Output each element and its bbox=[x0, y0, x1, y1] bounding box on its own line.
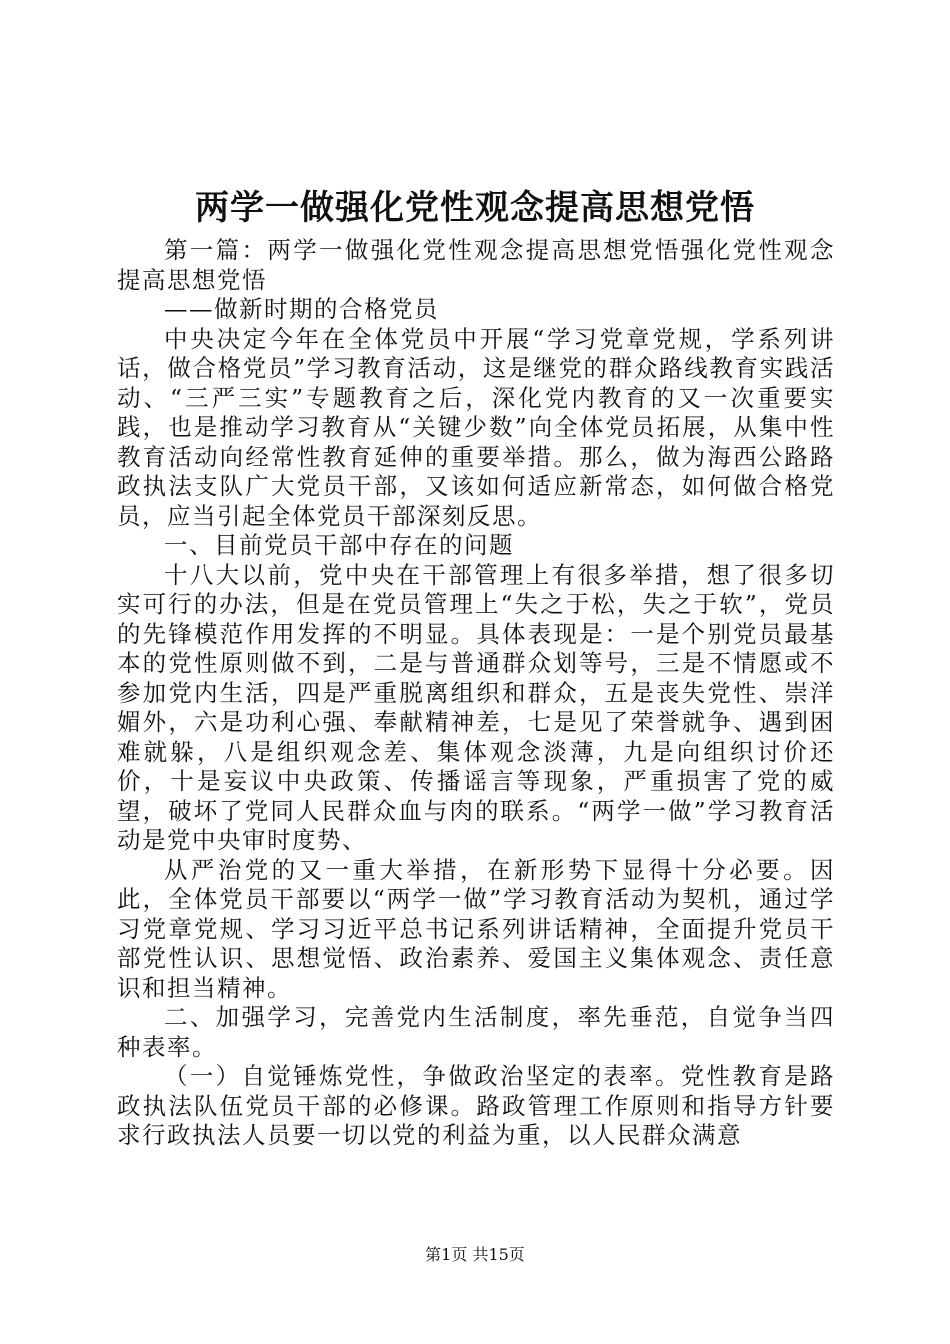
paragraph: 第一篇：两学一做强化党性观念提高思想党悟强化党性观念提高思想党悟 bbox=[117, 236, 835, 294]
section-heading: 二、加强学习，完善党内生活制度，率先垂范，自觉争当四种表率。 bbox=[117, 1003, 835, 1061]
paragraph: 中央决定今年在全体党员中开展“学习党章党规，学系列讲话，做合格党员”学习教育活动，这是继党的群众路线教育实践活动、“三严三实”专题教育之后，深化党内教育的又一次重要实践，也是推动学习教育从“关键少数”向全体党员拓展，从集中性教育活动向经常性教育延伸的重要举措。那么，做为海西公路路政执法支队广大党员干部，又该如何适应新常态，如何做合格党员，应当引起全体党员干部深刻反思。 bbox=[117, 324, 835, 530]
paragraph: 十八大以前，党中央在干部管理上有很多举措，想了很多切实可行的办法，但是在党员管理上“失之于松，失之于软”，党员的先锋模范作用发挥的不明显。具体表现是：一是个别党员最基本的党性原则做不到，二是与普通群众划等号，三是不情愿或不参加党内生活，四是严重脱离组织和群众，五是丧失党性、崇洋媚外，六是功利心强、奉献精神差，七是见了荣誉就争、遇到困难就躲，八是组织观念差、集体观念淡薄，九是向组织讨价还价，十是妄议中央政策、传播谣言等现象，严重损害了党的威望，破坏了党同人民群众血与肉的联系。“两学一做”学习教育活动是党中央审时度势、 bbox=[117, 560, 835, 854]
document-title: 两学一做强化党性观念提高思想党悟 bbox=[195, 188, 755, 228]
page-number-footer: 第1页 共15页 bbox=[425, 1245, 525, 1264]
paragraph: 从严治党的又一重大举措，在新形势下显得十分必要。因此，全体党员干部要以“两学一做”学习教育活动为契机，通过学习党章党规、学习习近平总书记系列讲话精神，全面提升党员干部党性认识、思想觉悟、政治素养、爱国主义集体观念、责任意识和担当精神。 bbox=[117, 855, 835, 1002]
paragraph: ——做新时期的合格党员 bbox=[164, 295, 439, 323]
document-body bbox=[117, 236, 835, 1151]
paragraph: （一）自觉锤炼党性，争做政治坚定的表率。党性教育是路政执法队伍党员干部的必修课。路政管理工作原则和指导方针要求行政执法人员要一切以党的利益为重，以人民群众满意 bbox=[117, 1062, 835, 1149]
section-heading: 一、目前党员干部中存在的问题 bbox=[164, 531, 514, 559]
